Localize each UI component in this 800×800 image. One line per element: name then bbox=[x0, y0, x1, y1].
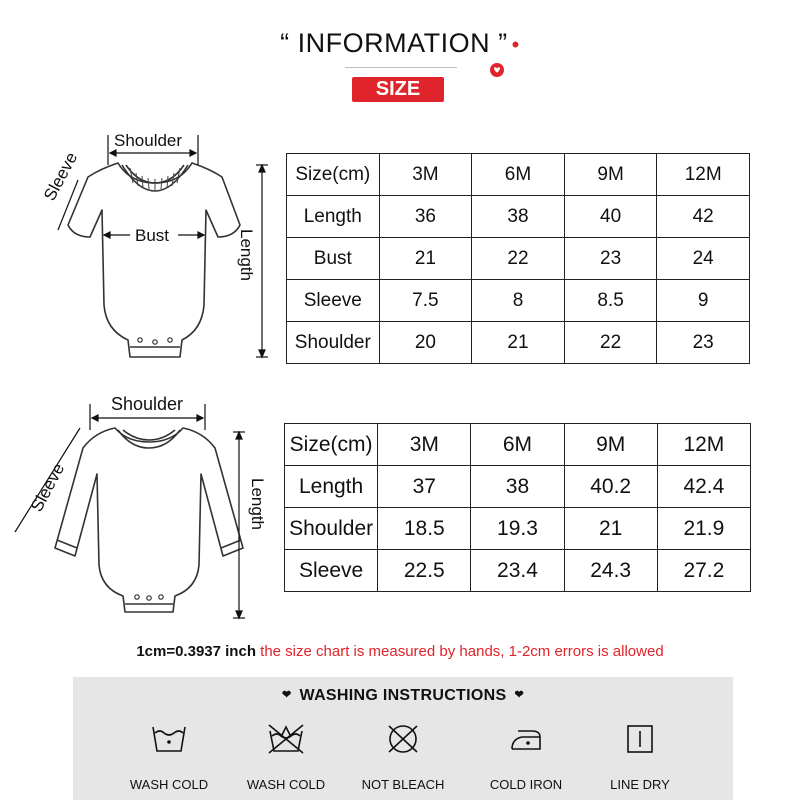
care-item-not-bleach bbox=[343, 723, 463, 792]
long-sleeve-bodysuit-diagram bbox=[5, 390, 275, 630]
table-cell: 23.4 bbox=[471, 550, 564, 592]
table-cell: 8 bbox=[472, 280, 565, 322]
no-bleach-icon bbox=[383, 723, 423, 755]
table-cell: 9M bbox=[564, 424, 657, 466]
disclaimer-text: the size chart is measured by hands, 1-2cm errors is allowed bbox=[260, 643, 664, 660]
table-cell: 22.5 bbox=[378, 550, 471, 592]
table-cell: Size(cm) bbox=[285, 424, 378, 466]
care-item-no-hand-wash bbox=[226, 723, 346, 792]
table-cell: 6M bbox=[472, 154, 565, 196]
table-row bbox=[285, 466, 751, 508]
page-title bbox=[0, 28, 800, 59]
short-sleeve-size-table bbox=[286, 153, 750, 364]
wash-tub-icon bbox=[149, 723, 189, 755]
table-cell: 3M bbox=[379, 154, 472, 196]
table-cell: Shoulder bbox=[287, 322, 380, 364]
iron-icon bbox=[506, 723, 546, 755]
size-note bbox=[0, 643, 800, 660]
table-cell: Size(cm) bbox=[287, 154, 380, 196]
table-cell: Bust bbox=[287, 238, 380, 280]
conversion-text: 1cm=0.3937 inch bbox=[136, 643, 256, 660]
table-cell: 40.2 bbox=[564, 466, 657, 508]
table-cell: 7.5 bbox=[379, 280, 472, 322]
care-label: WASH COLD bbox=[246, 777, 326, 792]
table-cell: Shoulder bbox=[285, 508, 378, 550]
table-cell: 12M bbox=[657, 154, 750, 196]
short-sleeve-bodysuit-diagram bbox=[30, 125, 290, 365]
table-cell: 40 bbox=[564, 196, 657, 238]
title-dot: • bbox=[511, 32, 520, 57]
table-header-row bbox=[285, 424, 751, 466]
heart-icon: ❤ bbox=[282, 689, 292, 701]
table-row bbox=[287, 196, 750, 238]
table-cell: 24.3 bbox=[564, 550, 657, 592]
care-item-line-dry bbox=[580, 723, 700, 792]
table-cell: 9M bbox=[564, 154, 657, 196]
table-row bbox=[287, 238, 750, 280]
washing-title bbox=[73, 687, 733, 705]
table-row bbox=[285, 508, 751, 550]
heart-icon bbox=[488, 61, 506, 79]
washing-title-text: WASHING INSTRUCTIONS bbox=[299, 687, 507, 704]
table-cell: 21 bbox=[564, 508, 657, 550]
table-cell: 20 bbox=[379, 322, 472, 364]
washing-instructions-panel bbox=[73, 677, 733, 800]
table-cell: 19.3 bbox=[471, 508, 564, 550]
table-cell: 12M bbox=[657, 424, 750, 466]
title-divider bbox=[345, 67, 457, 68]
table-cell: 8.5 bbox=[564, 280, 657, 322]
care-label: NOT BLEACH bbox=[361, 777, 445, 792]
table-row bbox=[285, 550, 751, 592]
table-cell: 21.9 bbox=[657, 508, 750, 550]
care-label: WASH COLD bbox=[129, 777, 209, 792]
table-cell: 22 bbox=[472, 238, 565, 280]
table-cell: Sleeve bbox=[287, 280, 380, 322]
sleeve-label: Sleeve bbox=[40, 149, 82, 204]
table-cell: Length bbox=[287, 196, 380, 238]
table-cell: 21 bbox=[472, 322, 565, 364]
heart-icon: ❤ bbox=[514, 689, 524, 701]
table-cell: Sleeve bbox=[285, 550, 378, 592]
length-label: Length bbox=[237, 229, 256, 281]
table-cell: 22 bbox=[564, 322, 657, 364]
care-label: LINE DRY bbox=[610, 777, 670, 792]
title-text: “ INFORMATION ” bbox=[280, 28, 508, 58]
no-hand-wash-icon bbox=[266, 723, 306, 755]
table-cell: 36 bbox=[379, 196, 472, 238]
table-cell: 23 bbox=[657, 322, 750, 364]
table-cell: 37 bbox=[378, 466, 471, 508]
table-cell: 3M bbox=[378, 424, 471, 466]
table-cell: 24 bbox=[657, 238, 750, 280]
size-badge: SIZE bbox=[352, 77, 444, 102]
table-cell: 6M bbox=[471, 424, 564, 466]
long-sleeve-size-table bbox=[284, 423, 751, 592]
table-cell: 27.2 bbox=[657, 550, 750, 592]
table-cell: 38 bbox=[472, 196, 565, 238]
table-row bbox=[287, 322, 750, 364]
table-cell: 38 bbox=[471, 466, 564, 508]
line-dry-icon bbox=[620, 723, 660, 755]
table-cell: 21 bbox=[379, 238, 472, 280]
table-cell: Length bbox=[285, 466, 378, 508]
table-row bbox=[287, 280, 750, 322]
shoulder-label: Shoulder bbox=[114, 131, 183, 150]
table-cell: 42.4 bbox=[657, 466, 750, 508]
bust-label: Bust bbox=[132, 226, 172, 246]
care-item-wash-cold bbox=[109, 723, 229, 792]
table-header-row bbox=[287, 154, 750, 196]
shoulder-label: Shoulder bbox=[111, 394, 184, 414]
table-cell: 18.5 bbox=[378, 508, 471, 550]
care-label: COLD IRON bbox=[489, 777, 563, 792]
length-label: Length bbox=[248, 478, 267, 530]
sleeve-label: Sleeve bbox=[27, 460, 69, 515]
table-cell: 23 bbox=[564, 238, 657, 280]
table-cell: 42 bbox=[657, 196, 750, 238]
table-cell: 9 bbox=[657, 280, 750, 322]
care-item-cold-iron bbox=[466, 723, 586, 792]
